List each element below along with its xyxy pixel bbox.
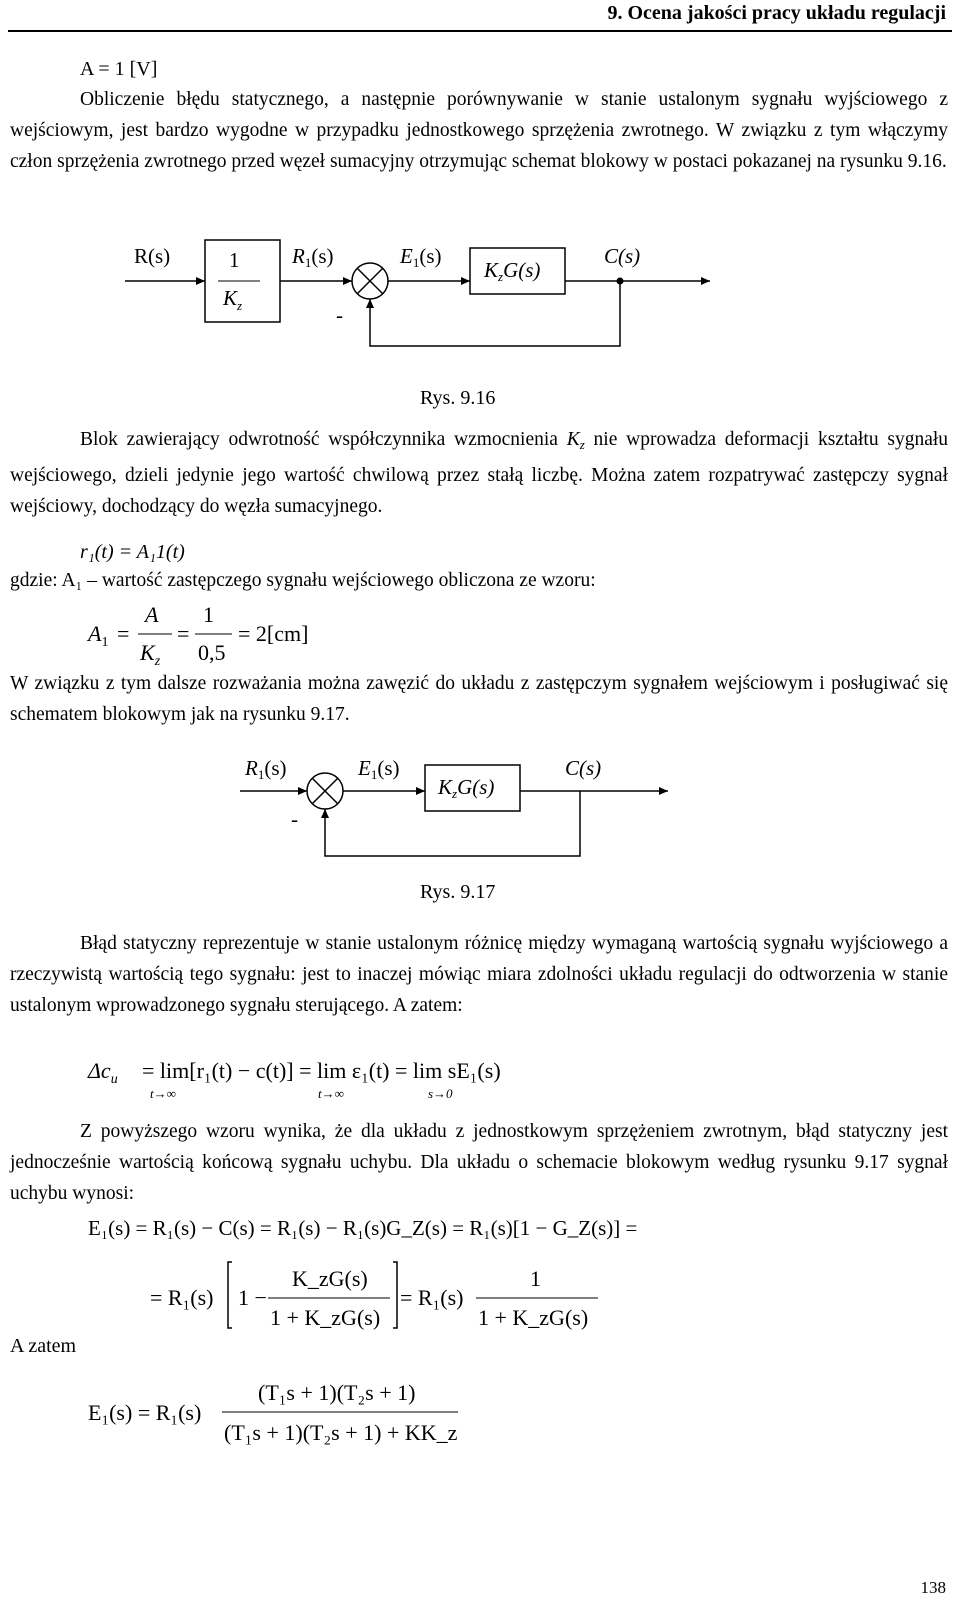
eq-e1-den: 1 + K_zG(s) [270, 1305, 381, 1330]
eq-delta-lim3-under: s→0 [428, 1086, 453, 1101]
eq-delta-lim1-under: t→∞ [150, 1086, 176, 1101]
fig1-r1-sub: 1 [304, 255, 312, 270]
eq-a1-num2: 1 [203, 602, 214, 627]
fig2-minus: - [291, 807, 298, 831]
fig1-r1-arg: (s) [311, 244, 334, 268]
eq-e1-start: = R₁(s) [150, 1285, 214, 1310]
eq-a1-lhs: A [88, 621, 102, 646]
fig1-block2-rest: G(s) [503, 258, 541, 282]
fig2-e1-arg: (s) [377, 756, 400, 780]
eq-a1-result: = 2[cm] [238, 621, 309, 646]
fig2-r1-arg: (s) [264, 756, 287, 780]
eq-a1-den1-sub: z [154, 654, 161, 669]
fig2-e1-label: E [358, 756, 371, 780]
eq-final-num: (T₁s + 1)(T₂s + 1) [258, 1380, 416, 1405]
eq-delta-lim2-under: t→∞ [318, 1086, 344, 1101]
fig1-block1-num: 1 [229, 248, 240, 272]
eq-a1-lhs-sub: 1 [101, 635, 109, 650]
fig1-block2-k: K [484, 258, 499, 282]
eq-e1-mid: = R₁(s) [400, 1285, 464, 1310]
eq-e1-num: K_zG(s) [292, 1266, 368, 1291]
fig1-output-label: C(s) [604, 244, 641, 268]
fig1-caption: Rys. 9.16 [420, 387, 496, 409]
eq-a1-num1: A [145, 602, 159, 627]
paragraph-1: Obliczenie błędu statycznego, a następnie porównywanie w stanie ustalonym sygnału wyjściowego z wejściowym, jest bardzo wygodne w przypadku jednostkowego sprzężenia zwrotnego. W związku z tym włączymy człon sprzężenia zwrotnego przed węzeł sumacyjny otrzymując schemat blokowy w postaci pokazanej na rysunku 9.16. [10, 89, 948, 172]
paragraph-5: Z powyższego wzoru wynika, że dla układu z jednostkowym sprzężeniem zwrotnym, błąd statyczny jest jednocześnie wartością końcową sygnału uchybu. Dla układu o schemacie blokowym według rysunku 9.17 sygnał uchybu wynosi: [10, 1121, 948, 1204]
fig1-block2-sub: z [498, 269, 504, 284]
eq-final-den: (T₁s + 1)(T₂s + 1) + KK_z [224, 1420, 458, 1445]
eq-e1-inner-one: 1 − [238, 1285, 267, 1310]
paragraph-2-part-b: nie wprowadza deformacji kształtu sygnału wejściowego, dzieli jedynie jego wartość chwilową przez stałą liczbę. Można zatem rozpatrywać zastępczy sygnał wejściowy, dochodzący do węzła sumacyjnego. [10, 429, 949, 517]
eq-a1-den2: 0,5 [198, 640, 226, 665]
kz-subscript: z [579, 437, 585, 452]
fig1-r1-label: R [292, 244, 305, 268]
paragraph-4: Błąd statyczny reprezentuje w stanie ustalonym różnicę między wymaganą wartością sygnału wyjściowego a rzeczywistą wartością tego sygnału: jest to inaczej mówiąc miara zdolności układu regulacji do odtworzenia w stanie ustalonym wprowadzonego sygnału sterującego. A zatem: [10, 933, 948, 1016]
fig1-e1-label: E [400, 244, 413, 268]
equation-e1-expansion: E₁(s) = R₁(s) − C(s) = R₁(s) − R₁(s)G_Z(s) = R₁(s)[1 − G_Z(s)] = [88, 1216, 638, 1240]
fig1-e1-arg: (s) [419, 244, 442, 268]
fig2-output-label: C(s) [565, 756, 602, 780]
eq-e1-den2: 1 + K_zG(s) [478, 1305, 589, 1330]
fig1-block1-den-sub: z [237, 298, 243, 313]
eq-delta-body: = lim[r₁(t) − c(t)] = lim ε₁(t) = lim sE₁(s) [142, 1058, 501, 1083]
page-number: 138 [920, 1578, 946, 1597]
fig2-r1-label: R [245, 756, 258, 780]
paragraph-2-part-a: Blok zawierający odwrotność współczynnika wzmocnienia [80, 429, 558, 450]
fig2-r1-sub: 1 [257, 767, 265, 782]
fig1-e1-sub: 1 [412, 255, 420, 270]
fig1-minus: - [336, 303, 343, 327]
fig2-block-rest: G(s) [457, 775, 495, 799]
amplitude-line: A = 1 [V] [80, 58, 158, 80]
a-zatem-label: A zatem [10, 1335, 77, 1357]
eq-a1-eq1: = [117, 621, 130, 646]
kz-symbol: K [566, 429, 580, 450]
gdzie-line: gdzie: A₁ – wartość zastępczego sygnału wejściowego obliczona ze wzoru: [10, 570, 596, 591]
eq-e1-num2: 1 [530, 1266, 541, 1291]
fig2-e1-sub: 1 [370, 767, 378, 782]
eq-delta-lhs-sub: u [110, 1072, 118, 1087]
eq-a1-eq2: = [177, 621, 190, 646]
eq-final-lhs: E₁(s) = R₁(s) [88, 1400, 202, 1425]
fig2-block-sub: z [452, 786, 458, 801]
fig2-block-k: K [438, 775, 453, 799]
fig1-block1-den: K [223, 286, 238, 310]
paragraph-3: W związku z tym dalsze rozważania można zawęzić do układu z zastępczym sygnałem wejściowym i posługiwać się schematem blokowym jak na rysunku 9.17. [10, 673, 948, 725]
eq-delta-lhs: Δc [88, 1058, 111, 1083]
chapter-title: 9. Ocena jakości pracy układu regulacji [607, 2, 946, 24]
equation-r1: r₁(t) = A₁1(t) [80, 541, 185, 563]
eq-a1-den1: K [140, 640, 155, 665]
fig1-input-label: R(s) [134, 244, 171, 268]
fig2-caption: Rys. 9.17 [420, 881, 496, 903]
